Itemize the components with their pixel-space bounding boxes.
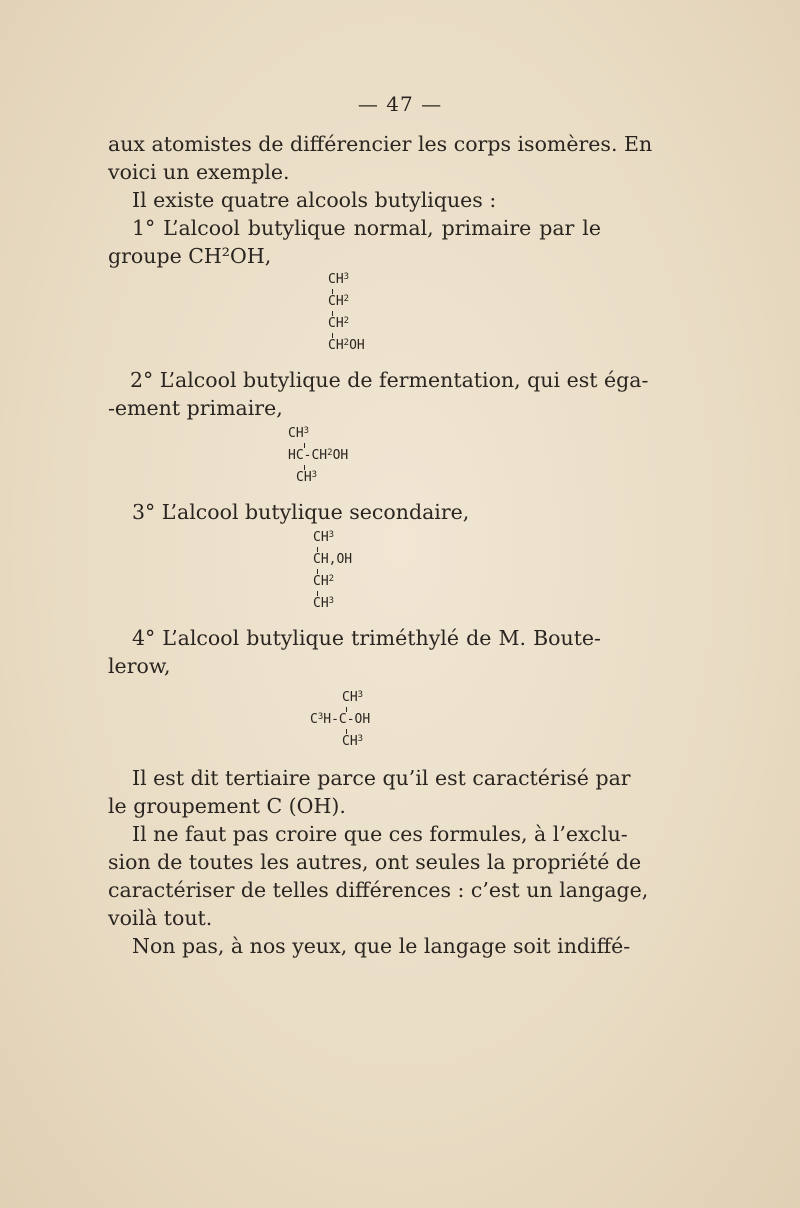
text-line-17: Non pas, à nos yeux, que le langage soit indiffé-: [132, 934, 631, 958]
formula-butyl-normal: [328, 272, 365, 354]
text-line-9: 4° L’alcool butylique triméthylé de M. Boute-: [132, 626, 601, 650]
formula-row: $CH^2OH$: [328, 338, 365, 353]
text-line-5: groupe CH²OH,: [108, 244, 272, 268]
formula-row: $CH^3$: [342, 734, 364, 749]
text-line-1: aux atomistes de différencier les corps isomères. En: [108, 132, 653, 156]
text-line-8: 3° L’alcool butylique secondaire,: [132, 500, 470, 524]
text-line-3: Il existe quatre alcools butyliques :: [132, 188, 497, 212]
text-line-14: sion de toutes les autres, ont seules la propriété de: [108, 850, 642, 874]
text-line-13: Il ne faut pas croire que ces formules, à l’exclu-: [132, 822, 628, 846]
bond-line: [332, 289, 333, 294]
formula-row: $CH^2$: [328, 316, 350, 331]
formula-row: CH,OH: [313, 552, 353, 567]
formula-row: $CH^3$: [288, 426, 310, 441]
text-line-10: lerow,: [108, 654, 171, 678]
formula-row: $CH^3$: [313, 530, 335, 545]
text-line-2: voici un exemple.: [108, 160, 290, 184]
formula-row: $CH^3$: [296, 470, 318, 485]
text-line-11: Il est dit tertiaire parce qu’il est caractérisé par: [132, 766, 631, 790]
bond-line: [304, 443, 305, 448]
formula-row: $HC-CH^2OH$: [288, 448, 349, 463]
text-line-15: caractériser de telles différences : c’est un langage,: [108, 878, 649, 902]
bond-line: [332, 311, 333, 316]
bond-line: [317, 569, 318, 574]
bond-line: [304, 465, 305, 470]
formula-butyl-trimethyl: [310, 690, 370, 750]
bond-line: [332, 333, 333, 338]
text-line-6: 2° L’alcool butylique de fermentation, qui est éga-: [130, 368, 649, 392]
text-line-12: le groupement C (OH).: [108, 794, 346, 818]
bond-line: [346, 707, 347, 712]
bond-line: [346, 729, 347, 734]
formula-row: $CH^2$: [313, 574, 335, 589]
formula-row: $CH^2$: [328, 294, 350, 309]
formula-row: $CH^3$: [313, 596, 335, 611]
formula-row: $C^3H-C-OH$: [310, 712, 371, 727]
formula-row: $CH^3$: [328, 272, 350, 287]
page-number: — 47 —: [357, 92, 443, 116]
text-line-4: 1° L’alcool butylique normal, primaire par le: [132, 216, 601, 240]
text-line-7: -ement primaire,: [108, 396, 283, 420]
bond-line: [317, 547, 318, 552]
formula-row: $CH^3$: [342, 690, 364, 705]
formula-butyl-fermentation: [288, 426, 348, 486]
bond-line: [317, 591, 318, 596]
text-line-16: voilà tout.: [108, 906, 213, 930]
formula-butyl-secondary: [313, 530, 352, 612]
